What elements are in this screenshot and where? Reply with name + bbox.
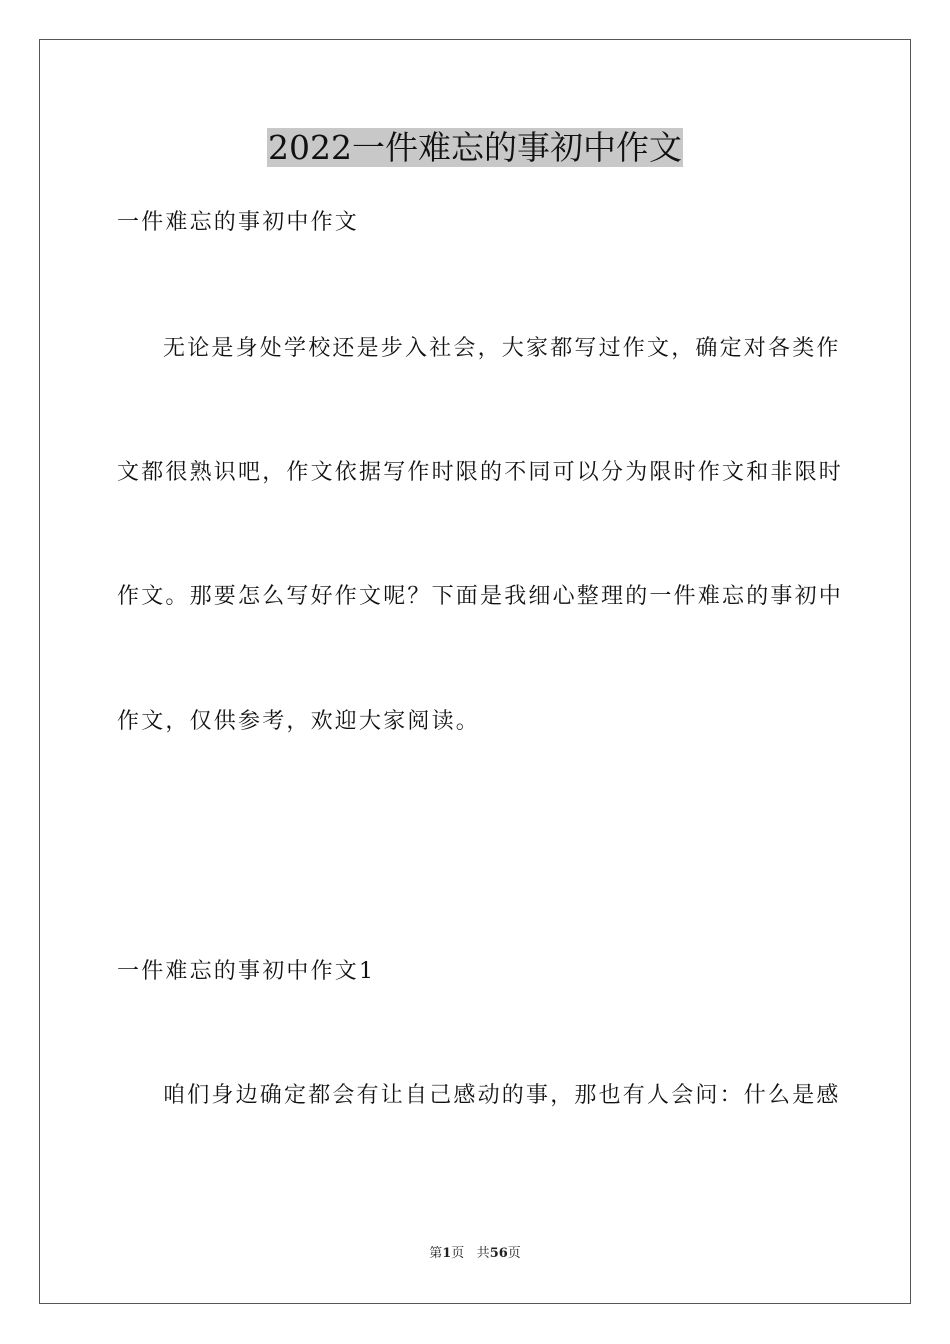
paragraph-line: 作文。那要怎么写好作文呢？下面是我细心整理的一件难忘的事初中	[117, 584, 844, 609]
page-footer	[0, 1245, 950, 1263]
document-title-text: 2022一件难忘的事初中作文	[268, 128, 682, 167]
paragraph-line: 作文，仅供参考，欢迎大家阅读。	[117, 709, 481, 734]
footer-page-total: 56	[489, 1246, 508, 1261]
footer-page-current: 1	[442, 1246, 452, 1261]
footer-page-suffix: 页	[451, 1246, 465, 1261]
document-title	[0, 126, 950, 170]
footer-page-prefix: 第	[429, 1246, 443, 1261]
paragraph-line: 无论是身处学校还是步入社会，大家都写过作文，确定对各类作	[163, 336, 841, 361]
paragraph-line: 咱们身边确定都会有让自己感动的事，那也有人会问：什么是感	[163, 1083, 841, 1108]
footer-total-suffix: 页	[507, 1246, 521, 1261]
paragraph-line: 文都很熟识吧，作文依据写作时限的不同可以分为限时作文和非限时	[117, 460, 844, 485]
section-heading: 一件难忘的事初中作文1	[117, 959, 376, 984]
footer-total-prefix: 共	[476, 1246, 490, 1261]
document-subtitle: 一件难忘的事初中作文	[117, 210, 360, 235]
